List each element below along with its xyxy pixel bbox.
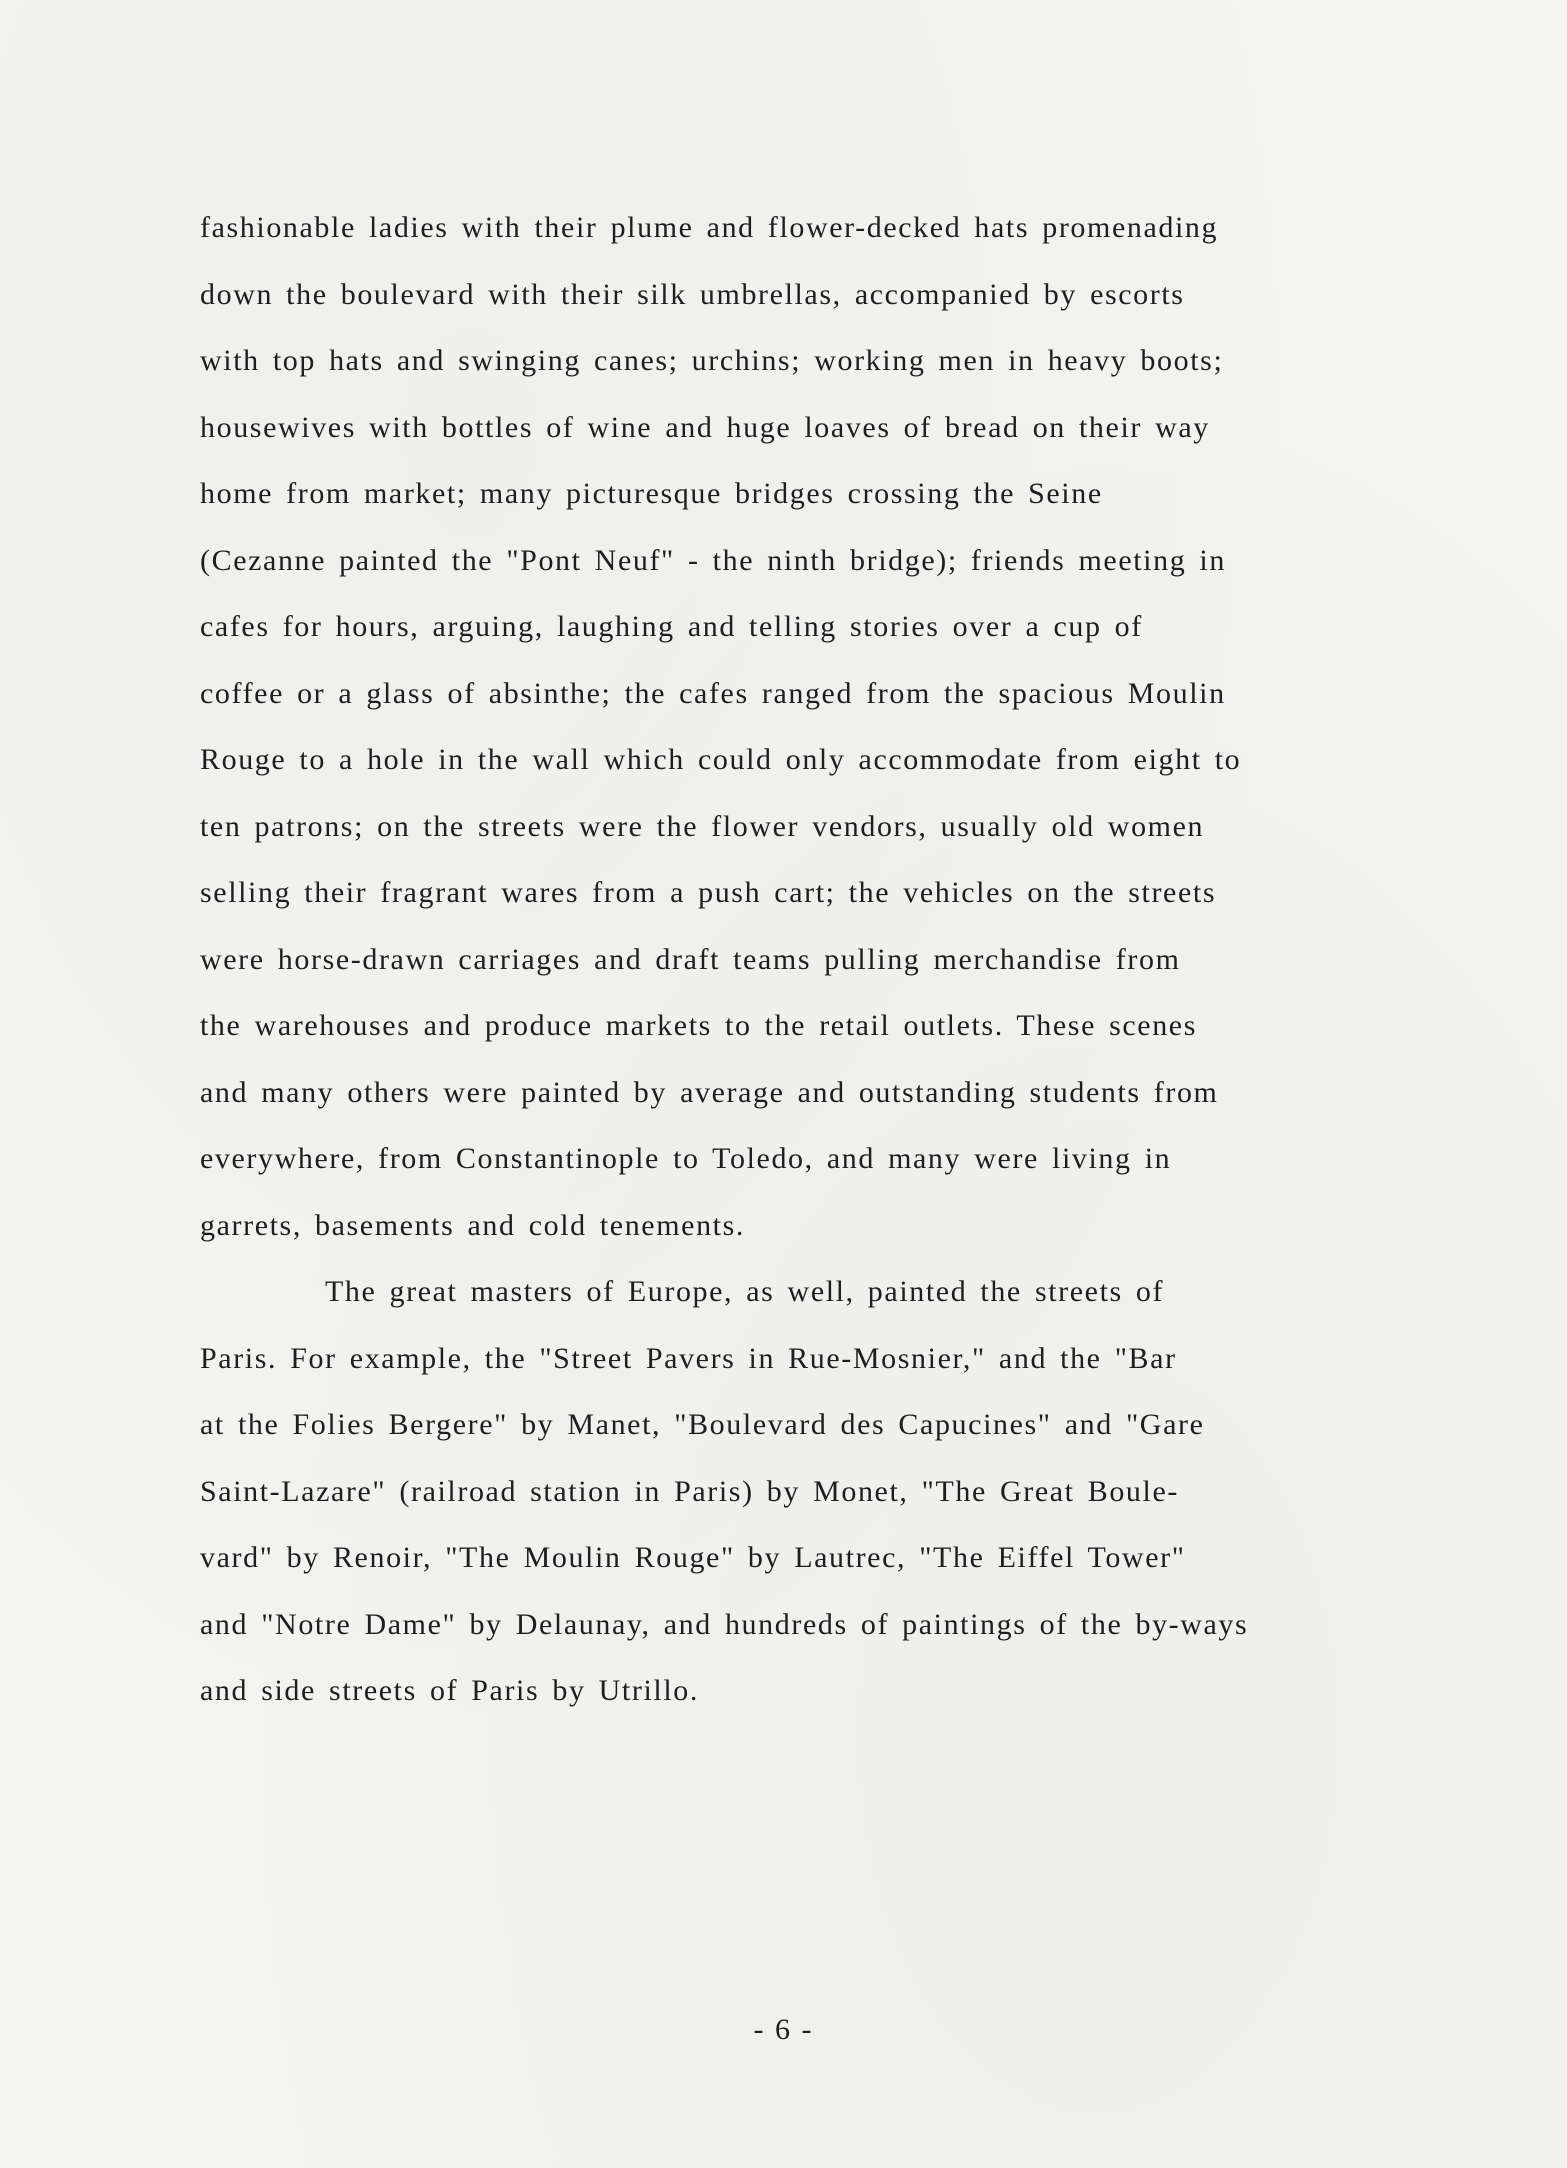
text-line: with top hats and swinging canes; urchins; working men in heavy boots; <box>200 344 1224 377</box>
text-line: and side streets of Paris by Utrillo. <box>200 1674 699 1707</box>
text-line: (Cezanne painted the "Pont Neuf" - the ninth bridge); friends meeting in <box>200 543 1226 577</box>
paragraph-first-line: The great masters of Europe, as well, painted the streets of <box>325 1275 1165 1308</box>
text-line: selling their fragrant wares from a push cart; the vehicles on the streets <box>200 876 1217 909</box>
text-line: coffee or a glass of absinthe; the cafes ranged from the spacious Moulin <box>200 676 1226 710</box>
text-line: were horse-drawn carriages and draft teams pulling merchandise from <box>200 942 1181 976</box>
text-line: Paris. For example, the "Street Pavers in Rue-Mosnier," and the "Bar <box>200 1341 1177 1375</box>
page-number: - 6 - <box>753 2013 814 2046</box>
text-line: ten patrons; on the streets were the flower vendors, usually old women <box>200 809 1205 843</box>
text-line: and "Notre Dame" by Delaunay, and hundreds of paintings of the by-ways <box>200 1607 1249 1641</box>
text-line: housewives with bottles of wine and huge loaves of bread on their way <box>200 410 1210 444</box>
text-line: Saint-Lazare" (railroad station in Paris) by Monet, "The Great Boule- <box>200 1474 1179 1508</box>
text-line: down the boulevard with their silk umbrellas, accompanied by escorts <box>200 277 1185 311</box>
text-line: the warehouses and produce markets to the retail outlets. These scenes <box>200 1009 1197 1042</box>
text-line: garrets, basements and cold tenements. <box>200 1208 745 1242</box>
text-line: fashionable ladies with their plume and flower-decked hats promenading <box>200 211 1219 244</box>
text-line: vard" by Renoir, "The Moulin Rouge" by Lautrec, "The Eiffel Tower" <box>200 1541 1186 1574</box>
text-line: Rouge to a hole in the wall which could only accommodate from eight to <box>200 743 1242 776</box>
text-line: home from market; many picturesque bridges crossing the Seine <box>200 477 1103 510</box>
text-line: at the Folies Bergere" by Manet, "Boulevard des Capucines" and "Gare <box>200 1408 1205 1441</box>
text-line: and many others were painted by average and outstanding students from <box>200 1075 1219 1109</box>
text-line: everywhere, from Constantinople to Toledo, and many were living in <box>200 1142 1172 1175</box>
body-text <box>200 195 1440 1725</box>
text-line: cafes for hours, arguing, laughing and telling stories over a cup of <box>200 610 1143 643</box>
